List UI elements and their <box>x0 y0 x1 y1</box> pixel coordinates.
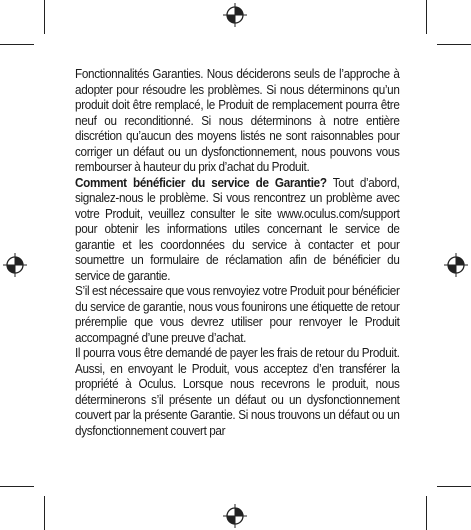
paragraph-how-to-get-service <box>75 176 400 285</box>
registration-mark-bottom <box>223 504 247 528</box>
crop-mark-right-bottom <box>437 486 471 487</box>
registration-mark-left <box>3 253 27 277</box>
paragraph-return-label: S’il est nécessaire que vous renvoyiez votre Produit pour bénéficier du service de garantie, nous vous founirons une étiquette de retour préremplie que vous devrez utiliser pour renvoyer le Produit accompagné d’une preuve d’achat. <box>75 284 400 345</box>
registration-mark-top <box>223 3 247 27</box>
crop-mark-left-top <box>0 44 34 45</box>
crop-mark-right-top <box>437 44 471 45</box>
heading-how-to-get-service: Comment bénéficier du service de Garantie? <box>75 175 327 190</box>
crop-mark-bottom-left <box>44 496 45 530</box>
paragraph-how-to-get-service-body: Tout d’abord, signalez-nous le problème. Si vous rencontrez un problème avec votre Produit, veuillez consulter le site www.oculus.com/support pour obtenir les informations utiles concernant le service de garantie et les coordonnées du service à contacter et pour soumettre un formulaire de réclamation afin de bénéficier du service de garantie. <box>75 175 400 283</box>
crop-mark-top-left <box>44 0 45 34</box>
registration-mark-right <box>444 253 468 277</box>
crop-mark-left-bottom <box>0 486 34 487</box>
warranty-text-block <box>75 67 400 439</box>
paragraph-remedies: Fonctionnalités Garanties. Nous déciderons seuls de l’approche à adopter pour résoudre les problèmes. Si nous déterminons qu’un produit doit être remplacé, le Produit de remplacement pourra être neuf ou reconditionné. Si nous déterminons à notre entière discrétion qu’aucun des moyens listés ne sont raisonnables pour corriger un défaut ou un dysfonctionnement, nous pouvons vous rembourser à hauteur du prix d’achat du Produit. <box>75 67 400 174</box>
paragraph-return-costs: Il pourra vous être demandé de payer les frais de retour du Produit. Aussi, en envoyant le Produit, vous acceptez d’en transférer la propriété à Oculus. Lorsque nous recevrons le produit, nous déterminerons s’il présente un défaut ou un dysfonctionnement couvert par la présente Garantie. Si nous trouvons un défaut ou un dysfonctionnement couvert par <box>75 346 400 438</box>
crop-mark-bottom-right <box>426 496 427 530</box>
crop-mark-top-right <box>426 0 427 34</box>
